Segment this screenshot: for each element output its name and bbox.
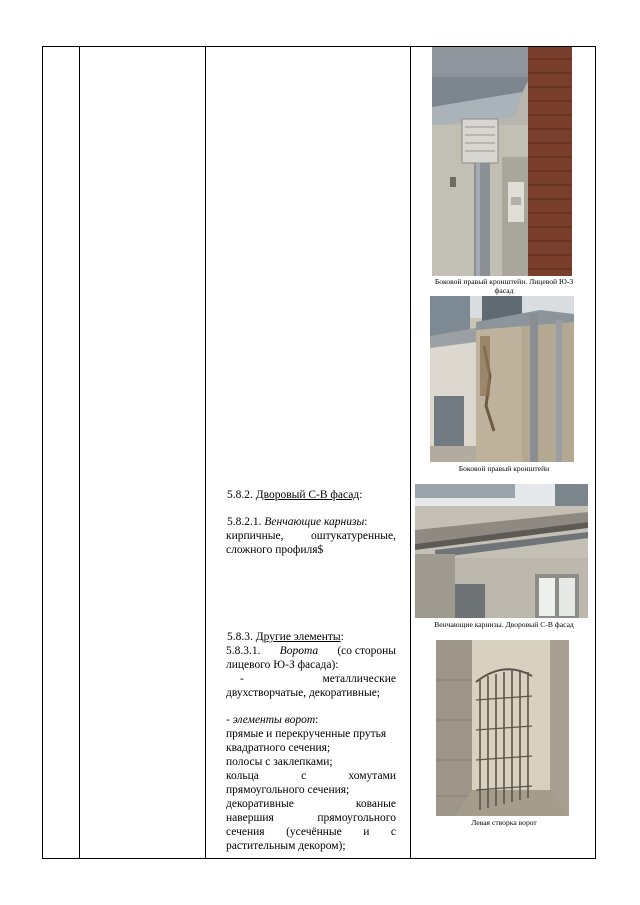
- photo1-caption: [414, 277, 594, 295]
- section-5-8-3-1-line3: [226, 673, 396, 687]
- section-5-8-3-1-line4: двухстворчатые, декоративные;: [226, 687, 381, 699]
- gate-elements-line1: прямые и перекрученные прутья: [226, 728, 387, 740]
- section-5-8-2-title: Дворовый С-В фасад: [255, 489, 360, 501]
- gate-truncated-word: (усечённые: [286, 826, 342, 838]
- gate-clamps-word: хомутами: [348, 770, 396, 782]
- section-5-8-3-1-line2: лицевого Ю-З фасада):: [226, 659, 339, 671]
- section-5-8-2-1-number: 5.8.2.1.: [227, 516, 262, 528]
- section-5-8-3-1-rest: (со стороны: [337, 645, 396, 657]
- photo-left-gate-leaf: [436, 640, 569, 816]
- section-5-8-2-1-colon: :: [364, 516, 368, 528]
- gate-rectangular-word: прямоугольного: [317, 812, 396, 824]
- gate-elements-line2: квадратного сечения;: [226, 742, 331, 754]
- section-5-8-3-1-title: Ворота: [279, 645, 319, 657]
- section-5-8-2-colon: :: [359, 489, 363, 501]
- table-col-line-2: [79, 46, 80, 858]
- photo3-caption: Венчающие карнизы. Дворовый С-В фасад: [434, 620, 574, 629]
- cornice-word-brick: кирпичные,: [226, 530, 284, 542]
- gate-elements-line3: полосы с заклепками;: [226, 756, 333, 768]
- gate-rings-word: кольца: [226, 770, 259, 782]
- cornice-photo-image: [415, 484, 588, 618]
- photo-side-bracket-facade: [432, 47, 572, 276]
- table-bottom-border: [42, 858, 596, 859]
- photo2-caption: Боковой правый кронштейн: [458, 464, 550, 473]
- table-col-line-5: [595, 46, 596, 858]
- gate-decorative-word: декоративные: [226, 798, 294, 810]
- gate-elements-heading: [226, 714, 396, 728]
- gate-photo-image: [436, 640, 569, 816]
- photo-crowning-cornices: [415, 484, 588, 618]
- gate-with2-word: с: [390, 826, 396, 838]
- cornice-word-plastered: оштукатуренные,: [311, 530, 396, 542]
- gate-elements-line4: [226, 770, 396, 784]
- section-5-8-3-title: Другие элементы: [255, 631, 341, 643]
- gate-elements-line7: [226, 812, 396, 826]
- section-5-8-3-1-number: 5.8.3.1.: [226, 645, 261, 657]
- gate-elements-heading-colon: :: [315, 714, 319, 726]
- gate-elements-line6: [226, 798, 396, 812]
- gate-elements-line9: растительным декором);: [226, 840, 346, 852]
- section-5-8-3-1-line1: [226, 645, 396, 659]
- section-5-8-3-heading: [213, 631, 403, 645]
- section-5-8-3-colon: :: [340, 631, 344, 643]
- table-col-line-3: [205, 46, 206, 858]
- table-col-line-1: [42, 46, 43, 858]
- table-col-line-4: [410, 46, 411, 858]
- section-5-8-2-number: 5.8.2.: [227, 489, 253, 501]
- photo1-caption-line2: фасад: [494, 286, 514, 295]
- bracket-photo-image: [432, 47, 572, 276]
- section-5-8-2-heading: [213, 489, 403, 503]
- photo-side-bracket: [430, 296, 574, 462]
- cornice-materials-line2: сложного профиля$: [226, 544, 324, 556]
- section-5-8-2-1-heading: [213, 516, 403, 530]
- section-5-8-3-number: 5.8.3.: [227, 631, 253, 643]
- cornice-materials-line1: [226, 530, 396, 544]
- section-5-8-2-1-title: Венчающие карнизы: [264, 516, 365, 528]
- gate-and-word: и: [363, 826, 370, 838]
- photo1-caption-line1: Боковой правый кронштейн. Лицевой Ю-З: [434, 277, 574, 286]
- gate-section-word: сечения: [226, 826, 265, 838]
- gate-elements-heading-text: - элементы ворот: [226, 714, 316, 726]
- photo4-caption: Левая створка ворот: [471, 818, 537, 827]
- gate-with-word: с: [301, 770, 307, 782]
- gate-forged-word: кованые: [355, 798, 396, 810]
- gate-finials-word: навершия: [226, 812, 274, 824]
- gate-metal: металлические: [322, 673, 396, 685]
- bracket2-photo-image: [430, 296, 574, 462]
- gate-elements-line5: прямоугольного сечения;: [226, 784, 350, 796]
- gate-dash: -: [240, 673, 244, 685]
- gate-elements-line8: [226, 826, 396, 840]
